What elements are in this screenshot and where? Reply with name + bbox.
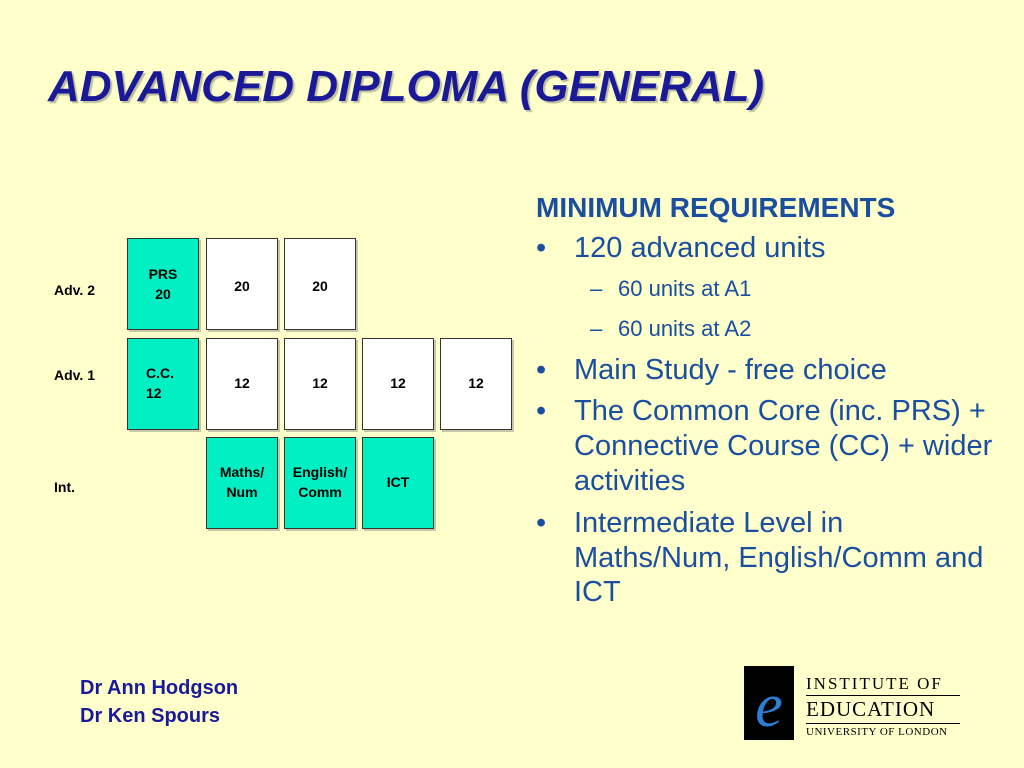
- logo-line-3: UNIVERSITY OF LONDON: [806, 726, 948, 738]
- subitem-text: 60 units at A1: [618, 275, 752, 301]
- row-label-int: Int.: [54, 479, 75, 495]
- logo-divider: [806, 695, 960, 696]
- logo-wordmark: [806, 674, 960, 738]
- row-label-adv2: Adv. 2: [54, 282, 95, 298]
- box-adv2-unit-1: 20: [206, 238, 278, 330]
- requirement-subitem: [536, 316, 1006, 342]
- logo-line-1: INSTITUTE OF: [806, 674, 943, 693]
- requirements-heading: MINIMUM REQUIREMENTS: [536, 192, 896, 223]
- box-adv1-unit-2: 12: [284, 338, 356, 430]
- requirement-item: [536, 353, 1006, 388]
- bullet-icon: •: [536, 232, 547, 264]
- box-adv1-unit-3: 12: [362, 338, 434, 430]
- bullet-icon: •: [536, 506, 547, 539]
- box-prs-20: PRS 20: [127, 238, 199, 330]
- logo-e-icon: [744, 666, 794, 740]
- box-adv1-unit-4: 12: [440, 338, 512, 430]
- bullet-icon: •: [536, 395, 547, 428]
- requirement-text: 120 advanced units: [574, 232, 826, 264]
- box-adv2-unit-2: 20: [284, 238, 356, 330]
- dash-icon: –: [590, 316, 603, 342]
- requirement-text: Intermediate Level in Maths/Num, English/Comm and ICT: [574, 506, 984, 609]
- box-adv1-unit-1: 12: [206, 338, 278, 430]
- requirement-subitem: [536, 276, 1006, 302]
- requirement-item: [536, 231, 1006, 266]
- requirement-item: [536, 506, 1006, 610]
- requirement-text: Main Study - free choice: [574, 353, 887, 386]
- logo-line-2: EDUCATION: [806, 697, 936, 721]
- box-cc-12: C.C. 12: [127, 338, 199, 430]
- row-label-adv1: Adv. 1: [54, 367, 95, 383]
- institute-logo: [744, 666, 964, 744]
- bullet-icon: •: [536, 353, 547, 386]
- box-english-comm: English/ Comm: [284, 437, 356, 529]
- requirement-item: [536, 394, 1006, 498]
- slide-title: ADVANCED DIPLOMA (GENERAL): [48, 62, 765, 111]
- requirements-panel: [536, 192, 1006, 610]
- subitem-text: 60 units at A2: [618, 316, 752, 342]
- dash-icon: –: [590, 275, 603, 301]
- author-name: Dr Ken Spours: [80, 705, 221, 727]
- requirement-text: The Common Core (inc. PRS) + Connective Course (CC) + wider activities: [574, 395, 993, 497]
- svg-text:e: e: [755, 672, 783, 740]
- box-maths-num: Maths/ Num: [206, 437, 278, 529]
- author-name: Dr Ann Hodgson: [80, 677, 239, 699]
- authors: [80, 674, 238, 730]
- logo-divider: [806, 723, 960, 724]
- box-ict: ICT: [362, 437, 434, 529]
